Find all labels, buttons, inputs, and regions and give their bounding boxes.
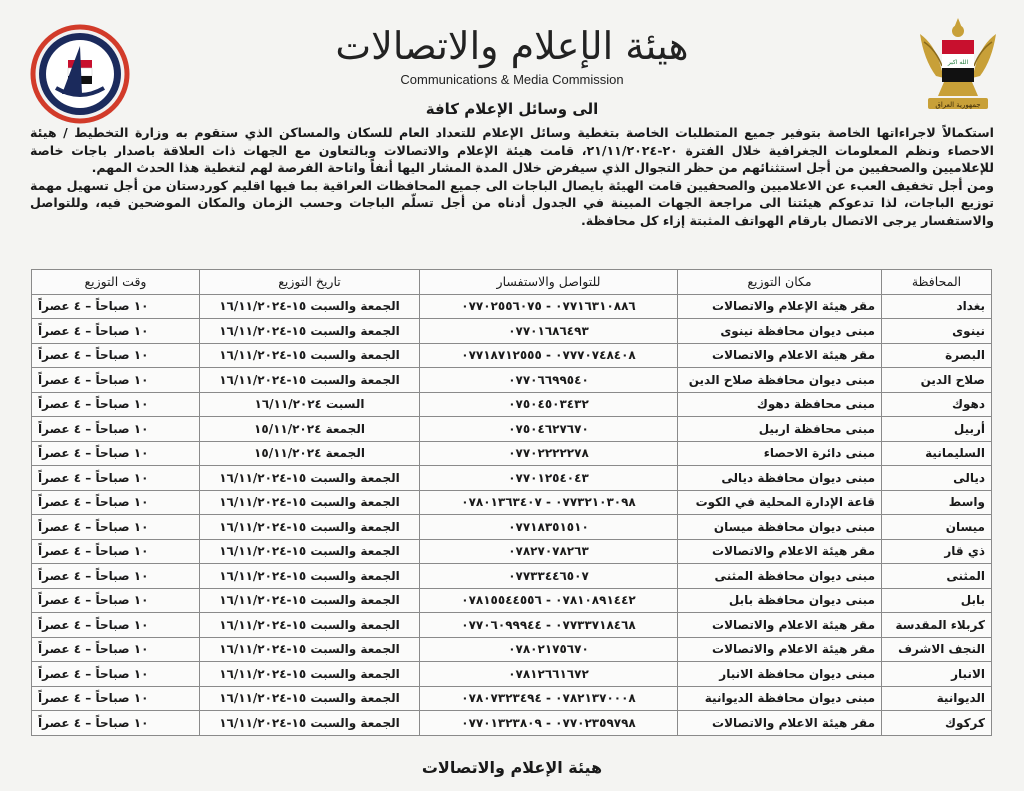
table-row — [32, 662, 992, 687]
cell-governorate: ذي قار — [882, 539, 992, 564]
cell-distribution-place: مبنى ديوان محافظة الديوانية — [678, 686, 882, 711]
cell-contact: ٠٧٧٣٣٤٤٦٥٠٧ — [420, 564, 678, 589]
cell-distribution-time: ١٠ صباحاً – ٤ عصراً — [32, 441, 200, 466]
cell-governorate: ميسان — [882, 515, 992, 540]
cell-distribution-time: ١٠ صباحاً – ٤ عصراً — [32, 319, 200, 344]
table-row — [32, 392, 992, 417]
cell-distribution-time: ١٠ صباحاً – ٤ عصراً — [32, 515, 200, 540]
cell-contact: ٠٧٧٠٦٦٩٩٥٤٠ — [420, 368, 678, 393]
table-row — [32, 613, 992, 638]
svg-text:جمهورية العراق: جمهورية العراق — [935, 101, 981, 109]
svg-text:الله اكبر: الله اكبر — [947, 59, 969, 66]
cell-governorate: ديالى — [882, 466, 992, 491]
cell-distribution-time: ١٠ صباحاً – ٤ عصراً — [32, 294, 200, 319]
cell-contact: ٠٧٧١٨٣٥١٥١٠ — [420, 515, 678, 540]
cell-distribution-time: ١٠ صباحاً – ٤ عصراً — [32, 539, 200, 564]
table-row — [32, 539, 992, 564]
table-body — [32, 294, 992, 735]
cell-distribution-date: الجمعة والسبت ١٥-١٦/١١/٢٠٢٤ — [200, 490, 420, 515]
intro-paragraph-2: ومن أجل تخفيف العبء عن الاعلاميين والصحفيين قامت الهيئة بايصال الباجات الى جميع المحافظات العراقية بما فيها اقليم كوردستان من أجل تسهيل مهمة توزيع الباجات، لذا تدعوكم هيئتنا الى مراجعة الجهات المبينة في الجدول أدناه من أجل تسلّم الباجات وحسب الزمان والمكان الموضحين فيه، وللتواصل والاستفسار يرجى الاتصال بارقام الهواتف المثبتة إزاء كل محافظة. — [30, 177, 994, 228]
cell-contact: ٠٧٧٠٢٣٥٩٧٩٨ - ٠٧٧٠١٣٢٣٨٠٩ — [420, 711, 678, 736]
cell-contact: ٠٧٧٣٣٧١٨٤٦٨ - ٠٧٧٠٦٠٩٩٩٤٤ — [420, 613, 678, 638]
table-row — [32, 588, 992, 613]
cell-governorate: نينوى — [882, 319, 992, 344]
cell-contact: ٠٧٨١٢٦٦١٦٧٢ — [420, 662, 678, 687]
table-row — [32, 466, 992, 491]
cell-distribution-date: الجمعة والسبت ١٥-١٦/١١/٢٠٢٤ — [200, 637, 420, 662]
cell-distribution-time: ١٠ صباحاً – ٤ عصراً — [32, 711, 200, 736]
document-subtitle: الى وسائل الإعلام كافة — [425, 100, 599, 118]
cell-contact: ٠٧٧٠٢٢٢٢٢٧٨ — [420, 441, 678, 466]
cell-distribution-time: ١٠ صباحاً – ٤ عصراً — [32, 343, 200, 368]
cell-contact: ٠٧٨٢١٣٧٠٠٠٨ - ٠٧٨٠٧٣٢٣٤٩٤ — [420, 686, 678, 711]
cell-distribution-time: ١٠ صباحاً – ٤ عصراً — [32, 686, 200, 711]
cell-distribution-place: مقر هيئة الاعلام والاتصالات — [678, 711, 882, 736]
cell-contact: ٠٧٥٠٤٦٢٧٦٧٠ — [420, 417, 678, 442]
cell-distribution-place: مقر هيئة الاعلام والاتصالات — [678, 613, 882, 638]
cell-distribution-time: ١٠ صباحاً – ٤ عصراً — [32, 662, 200, 687]
cell-contact: ٠٧٧٧٠٧٤٨٤٠٨ - ٠٧٧١٨٧١٢٥٥٥ — [420, 343, 678, 368]
cell-distribution-place: مقر هيئة الاعلام والاتصالات — [678, 343, 882, 368]
table-header-row — [32, 270, 992, 295]
brand-block — [0, 22, 1024, 87]
cell-governorate: المثنى — [882, 564, 992, 589]
cell-governorate: النجف الاشرف — [882, 637, 992, 662]
cell-distribution-time: ١٠ صباحاً – ٤ عصراً — [32, 368, 200, 393]
brand-arabic-logotype: هيئة الإعلام والاتصالات — [335, 24, 689, 68]
cell-distribution-place: مقر هيئة الإعلام والاتصالات — [678, 294, 882, 319]
cell-distribution-place: قاعة الإدارة المحلية في الكوت — [678, 490, 882, 515]
cell-distribution-date: الجمعة ١٥/١١/٢٠٢٤ — [200, 417, 420, 442]
cell-distribution-date: الجمعة والسبت ١٥-١٦/١١/٢٠٢٤ — [200, 588, 420, 613]
header-contact: للتواصل والاستفسار — [420, 270, 678, 295]
cell-contact: ٠٧٧١٦٣١٠٨٨٦ - ٠٧٧٠٢٥٥٦٠٧٥ — [420, 294, 678, 319]
footer-signature: هيئة الإعلام والاتصالات — [421, 758, 603, 777]
table-row — [32, 441, 992, 466]
cell-governorate: أربيل — [882, 417, 992, 442]
cell-distribution-place: مبنى محافظة دهوك — [678, 392, 882, 417]
header-governorate: المحافظة — [882, 270, 992, 295]
cell-distribution-place: مقر هيئة الاعلام والاتصالات — [678, 539, 882, 564]
cell-distribution-date: الجمعة والسبت ١٥-١٦/١١/٢٠٢٤ — [200, 343, 420, 368]
table-row — [32, 343, 992, 368]
cell-governorate: الديوانية — [882, 686, 992, 711]
intro-paragraph-1: استكمالاً لاجراءاتها الخاصة بتوفير جميع المتطلبات الخاصة بتغطية وسائل الإعلام للتعداد العام للسكان والمساكن الذي ستقوم به وزارة التخطيط / هيئة الاحصاء ونظم المعلومات الجغرافية خلال الفترة ٢٠-٢١/١١/٢٠٢٤، قامت هيئة الإعلام والاتصالات وبالتعاون مع الجهات ذات العلاقة باصدار باجات خاصة للإعلاميين والصحفيين من أجل استثنائهم من حظر التجوال الذي سيفرض خلال المدة المشار اليها أنفاً واتاحة الفرصة لهم لتغطية هذا الحدث المهم. — [30, 125, 994, 175]
table-row — [32, 294, 992, 319]
cell-distribution-place: مبنى ديوان محافظة ميسان — [678, 515, 882, 540]
cell-contact: ٠٧٨٠٢١٧٥٦٧٠ — [420, 637, 678, 662]
cell-governorate: بابل — [882, 588, 992, 613]
cell-distribution-date: السبت ١٦/١١/٢٠٢٤ — [200, 392, 420, 417]
table-row — [32, 515, 992, 540]
cell-contact: ٠٧٧٣٢١٠٣٠٩٨ - ٠٧٨٠١٣٦٣٤٠٧ — [420, 490, 678, 515]
cell-distribution-place: مبنى ديوان محافظة صلاح الدين — [678, 368, 882, 393]
distribution-table — [31, 269, 992, 736]
brand-english-name: Communications & Media Commission — [400, 72, 624, 87]
cell-distribution-time: ١٠ صباحاً – ٤ عصراً — [32, 613, 200, 638]
cell-governorate: الانبار — [882, 662, 992, 687]
cell-distribution-date: الجمعة والسبت ١٥-١٦/١١/٢٠٢٤ — [200, 319, 420, 344]
cell-distribution-time: ١٠ صباحاً – ٤ عصراً — [32, 637, 200, 662]
cell-distribution-place: مبنى ديوان محافظة ديالى — [678, 466, 882, 491]
table-row — [32, 490, 992, 515]
cell-distribution-place: مبنى ديوان محافظة المثنى — [678, 564, 882, 589]
header-distribution-place: مكان التوزيع — [678, 270, 882, 295]
cell-distribution-time: ١٠ صباحاً – ٤ عصراً — [32, 588, 200, 613]
cell-distribution-place: مبنى دائرة الاحصاء — [678, 441, 882, 466]
table-row — [32, 368, 992, 393]
cell-distribution-time: ١٠ صباحاً – ٤ عصراً — [32, 490, 200, 515]
cell-contact: ٠٧٧٠١٦٨٦٤٩٣ — [420, 319, 678, 344]
cell-governorate: كركوك — [882, 711, 992, 736]
cell-contact: ٠٧٥٠٤٥٠٣٤٣٢ — [420, 392, 678, 417]
cell-distribution-date: الجمعة والسبت ١٥-١٦/١١/٢٠٢٤ — [200, 686, 420, 711]
cell-distribution-date: الجمعة والسبت ١٥-١٦/١١/٢٠٢٤ — [200, 711, 420, 736]
cell-governorate: صلاح الدين — [882, 368, 992, 393]
cell-distribution-date: الجمعة والسبت ١٥-١٦/١١/٢٠٢٤ — [200, 539, 420, 564]
cell-distribution-place: مبنى ديوان محافظة بابل — [678, 588, 882, 613]
cell-distribution-time: ١٠ صباحاً – ٤ عصراً — [32, 417, 200, 442]
cell-governorate: دهوك — [882, 392, 992, 417]
cell-distribution-date: الجمعة والسبت ١٥-١٦/١١/٢٠٢٤ — [200, 368, 420, 393]
header-distribution-time: وقت التوزيع — [32, 270, 200, 295]
table-row — [32, 564, 992, 589]
cell-governorate: كربلاء المقدسة — [882, 613, 992, 638]
cell-contact: ٠٧٧٠١٢٥٤٠٤٣ — [420, 466, 678, 491]
cell-distribution-time: ١٠ صباحاً – ٤ عصراً — [32, 466, 200, 491]
cell-distribution-date: الجمعة والسبت ١٥-١٦/١١/٢٠٢٤ — [200, 294, 420, 319]
cell-governorate: البصرة — [882, 343, 992, 368]
cell-distribution-date: الجمعة ١٥/١١/٢٠٢٤ — [200, 441, 420, 466]
distribution-table-wrapper — [32, 269, 992, 736]
cell-distribution-date: الجمعة والسبت ١٥-١٦/١١/٢٠٢٤ — [200, 564, 420, 589]
cell-distribution-place: مبنى ديوان محافظة الانبار — [678, 662, 882, 687]
cell-distribution-date: الجمعة والسبت ١٥-١٦/١١/٢٠٢٤ — [200, 613, 420, 638]
cell-distribution-date: الجمعة والسبت ١٥-١٦/١١/٢٠٢٤ — [200, 466, 420, 491]
cell-distribution-place: مبنى ديوان محافظة نينوى — [678, 319, 882, 344]
cell-distribution-place: مقر هيئة الاعلام والاتصالات — [678, 637, 882, 662]
intro-text — [30, 124, 994, 229]
cell-distribution-place: مبنى محافظة اربيل — [678, 417, 882, 442]
table-row — [32, 319, 992, 344]
table-row — [32, 417, 992, 442]
header-distribution-date: تاريخ التوزيع — [200, 270, 420, 295]
table-row — [32, 637, 992, 662]
cell-contact: ٠٧٨١٠٨٩١٤٤٢ - ٠٧٨١٥٥٤٤٥٥٦ — [420, 588, 678, 613]
cell-governorate: السليمانية — [882, 441, 992, 466]
cell-contact: ٠٧٨٢٧٠٧٨٢٦٣ — [420, 539, 678, 564]
table-row — [32, 711, 992, 736]
cell-governorate: واسط — [882, 490, 992, 515]
cell-distribution-date: الجمعة والسبت ١٥-١٦/١١/٢٠٢٤ — [200, 515, 420, 540]
cell-distribution-time: ١٠ صباحاً – ٤ عصراً — [32, 564, 200, 589]
cell-governorate: بغداد — [882, 294, 992, 319]
cell-distribution-time: ١٠ صباحاً – ٤ عصراً — [32, 392, 200, 417]
cell-distribution-date: الجمعة والسبت ١٥-١٦/١١/٢٠٢٤ — [200, 662, 420, 687]
table-row — [32, 686, 992, 711]
